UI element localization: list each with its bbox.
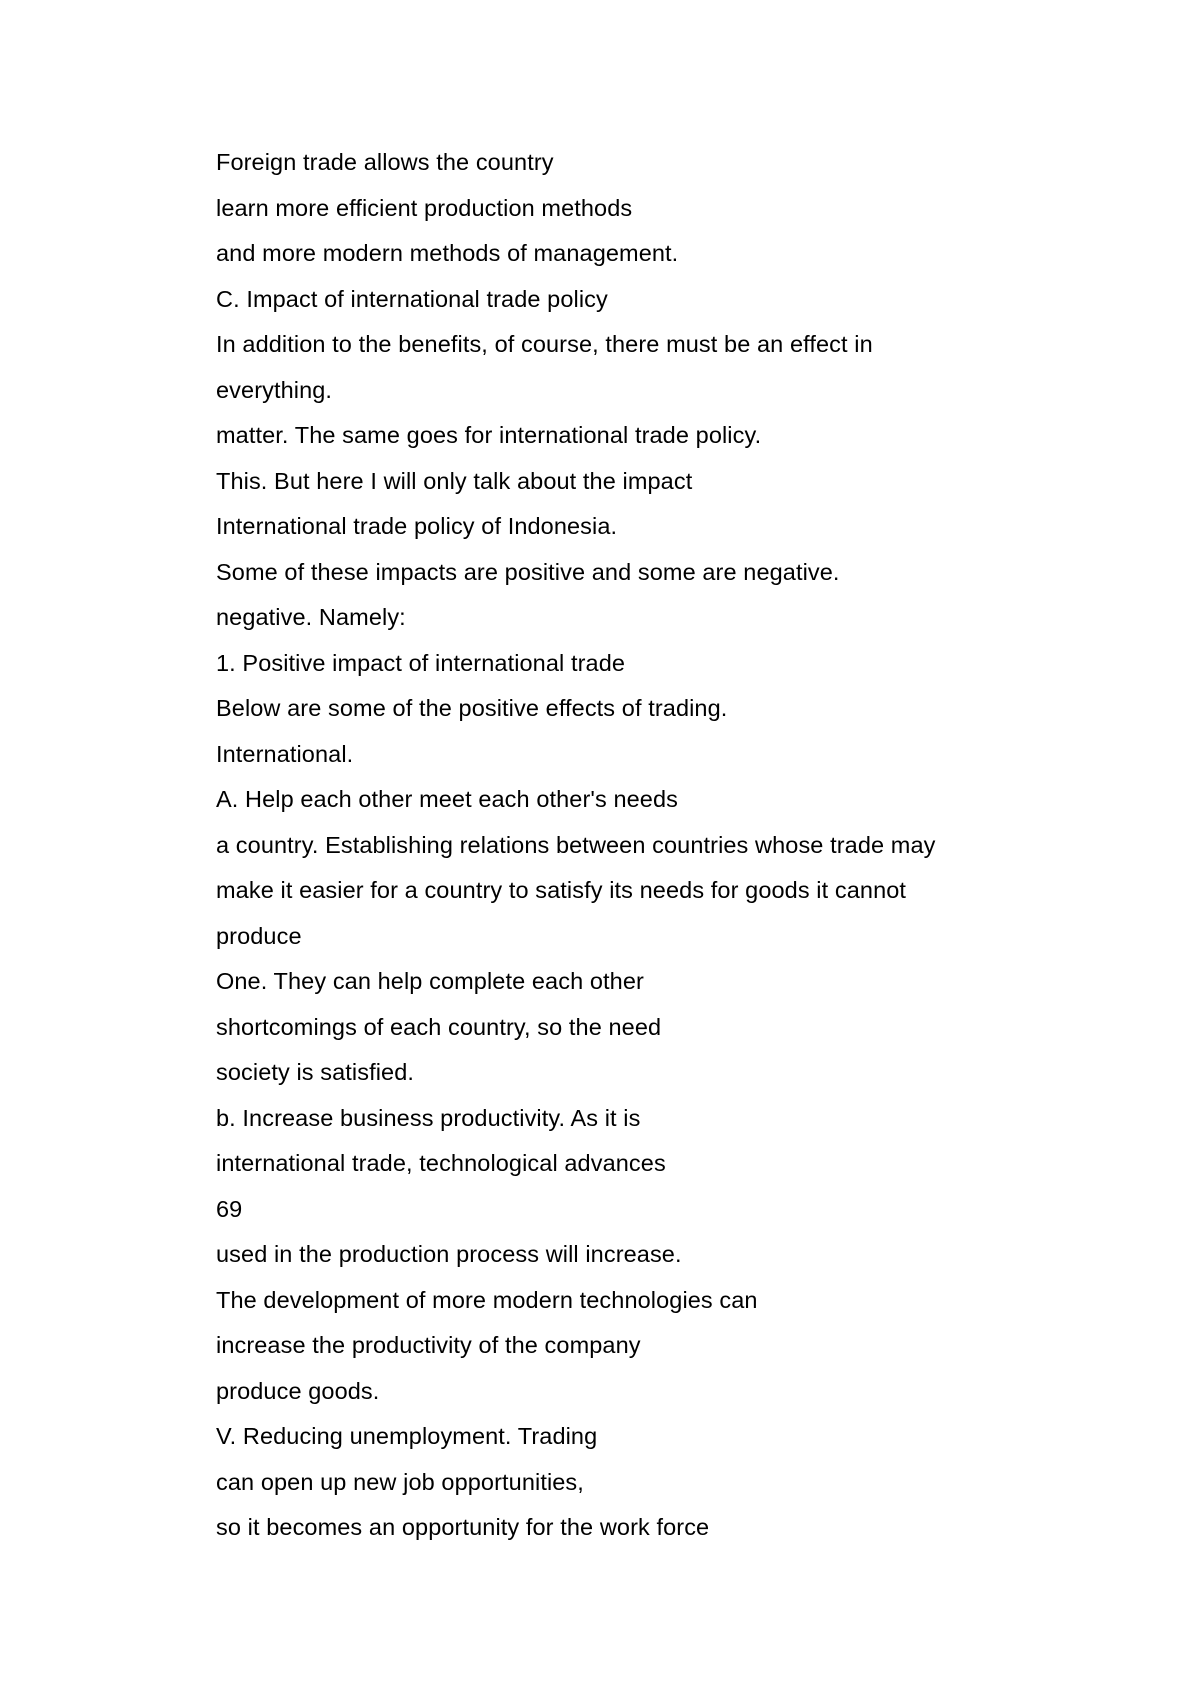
text-line: a country. Establishing relations between countries whose trade may xyxy=(216,831,936,858)
list-item-heading: A. Help each other meet each other's needs xyxy=(216,786,678,812)
subsection-heading: 1. Positive impact of international trade xyxy=(216,649,626,676)
text-line: This. But here I will only talk about the impact xyxy=(216,467,693,494)
text-line: International. xyxy=(216,740,354,767)
text-line: In addition to the benefits, of course, there must be an effect in xyxy=(216,331,873,357)
text-line: Below are some of the positive effects of trading. xyxy=(216,695,728,721)
text-line: so it becomes an opportunity for the work force xyxy=(216,1514,710,1540)
text-line: International trade policy of Indonesia. xyxy=(216,513,618,539)
text-line: negative. Namely: xyxy=(216,604,406,630)
body-text xyxy=(216,140,1116,1551)
text-line: matter. The same goes for international trade policy. xyxy=(216,422,762,448)
page-number: 69 xyxy=(216,1195,243,1222)
text-line: shortcomings of each country, so the need xyxy=(216,1013,662,1040)
text-line: international trade, technological advances xyxy=(216,1150,666,1176)
text-line: everything. xyxy=(216,376,333,403)
text-line: learn more efficient production methods xyxy=(216,194,633,221)
section-heading: C. Impact of international trade policy xyxy=(216,285,608,312)
list-item-heading: V. Reducing unemployment. Trading xyxy=(216,1423,598,1449)
text-line: increase the productivity of the company xyxy=(216,1332,641,1358)
text-line: make it easier for a country to satisfy its needs for goods it cannot xyxy=(216,877,907,903)
text-line: can open up new job opportunities, xyxy=(216,1468,584,1495)
text-line: One. They can help complete each other xyxy=(216,968,644,994)
text-line: and more modern methods of management. xyxy=(216,240,679,266)
text-line: Some of these impacts are positive and some are negative. xyxy=(216,558,840,585)
list-item-heading: b. Increase business productivity. As it is xyxy=(216,1104,641,1131)
text-line: society is satisfied. xyxy=(216,1059,415,1085)
text-line: produce goods. xyxy=(216,1377,380,1404)
text-line: Foreign trade allows the country xyxy=(216,149,554,175)
text-line: used in the production process will increase. xyxy=(216,1241,682,1267)
text-line: produce xyxy=(216,922,302,949)
text-line: The development of more modern technologies can xyxy=(216,1286,758,1313)
